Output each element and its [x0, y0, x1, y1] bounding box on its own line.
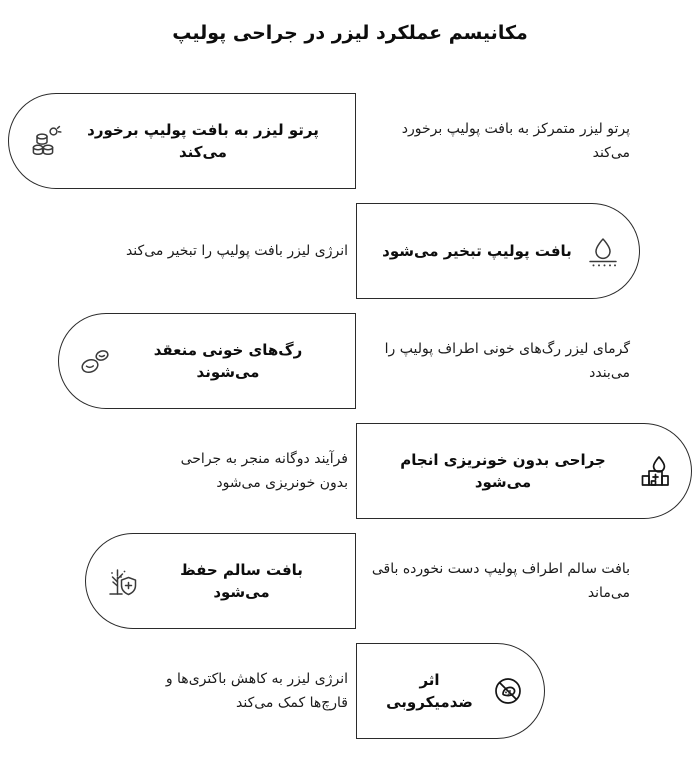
step-pill-4[interactable]	[356, 423, 692, 519]
step-label-3: رگ‌های خونی منعقد می‌شوند	[153, 340, 303, 381]
blood-cells-icon	[73, 339, 117, 383]
step-label-5: بافت سالم حفظ می‌شود	[180, 560, 303, 601]
step-desc-6	[165, 643, 348, 739]
step-pill-3[interactable]	[58, 313, 356, 409]
tree-shield-icon	[100, 559, 144, 603]
step-desc-3	[370, 313, 630, 409]
step-label-6: اثر ضدمیکروبی	[386, 670, 473, 711]
step-row-5	[0, 533, 700, 629]
step-desc-text-4: فرآیند دوگانه منجر به جراحی بدون خونریزی می‌شود	[180, 450, 348, 491]
step-row-6	[0, 643, 700, 739]
step-desc-4	[150, 423, 348, 519]
step-label-2: بافت پولیپ تبخیر می‌شود	[382, 241, 572, 260]
step-desc-1	[370, 93, 630, 189]
vapor-drop-icon	[581, 229, 625, 273]
step-row-4	[0, 423, 700, 519]
step-desc-2	[90, 203, 348, 299]
step-desc-text-3: گرمای لیزر رگ‌های خونی اطراف پولیپ را می‌بندد	[384, 340, 630, 381]
step-row-2	[0, 203, 700, 299]
step-desc-text-2: انرژی لیزر بافت پولیپ را تبخیر می‌کند	[125, 242, 348, 259]
step-pill-6[interactable]	[356, 643, 545, 739]
step-pill-5[interactable]	[85, 533, 356, 629]
step-label-1: پرتو لیزر به بافت پولیپ برخورد می‌کند	[87, 120, 319, 161]
step-desc-5	[370, 533, 630, 629]
no-bacteria-icon	[486, 669, 530, 713]
step-label-4: جراحی بدون خونریزی انجام می‌شود	[400, 450, 606, 491]
hospital-blood-drop-icon	[633, 449, 677, 493]
step-desc-text-5: بافت سالم اطراف پولیپ دست نخورده باقی می‌ماند	[371, 560, 630, 601]
page-title: مکانیسم عملکرد لیزر در جراحی پولیپ	[172, 22, 528, 44]
step-row-1	[0, 93, 700, 189]
step-pill-1[interactable]	[8, 93, 356, 189]
cells-icon	[23, 119, 67, 163]
step-row-3	[0, 313, 700, 409]
step-pill-2[interactable]	[356, 203, 640, 299]
step-desc-text-1: پرتو لیزر متمرکز به بافت پولیپ برخورد می‌کند	[401, 120, 630, 161]
step-desc-text-6: انرژی لیزر به کاهش باکتری‌ها و قارچ‌ها کمک می‌کند	[165, 670, 348, 711]
